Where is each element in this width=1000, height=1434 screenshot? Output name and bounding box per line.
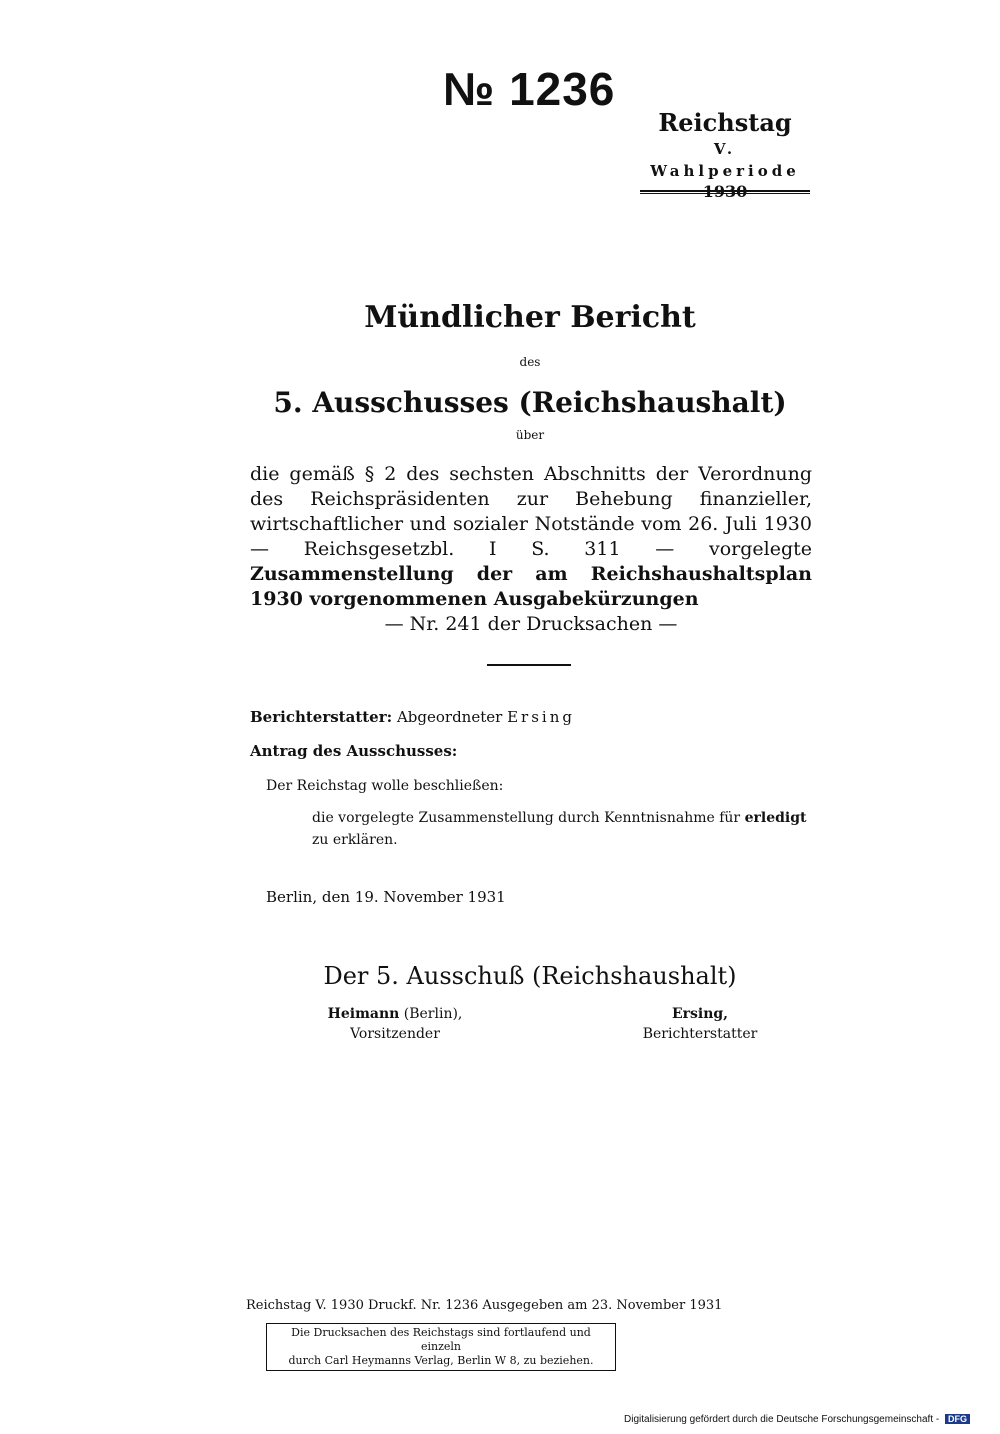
period-year: 1930: [702, 182, 748, 201]
committee-name: 5. Ausschusses (Reichshaushalt): [273, 386, 787, 419]
report-title: Mündlicher Bericht: [364, 300, 696, 335]
chair-name: Heimann: [327, 1006, 400, 1022]
antrag-text: [312, 807, 810, 851]
reporter-name: Ersing: [507, 708, 575, 726]
document-number: [443, 62, 615, 116]
reporter-signature-role: Berichterstatter: [642, 1026, 758, 1042]
reporter-line: [250, 708, 575, 726]
reporter-label: Berichterstatter:: [250, 708, 393, 726]
antrag-main: die vorgelegte Zusammenstellung durch Kenntnisnahme für: [312, 810, 741, 826]
antrag-label: Antrag des Ausschusses:: [250, 742, 458, 760]
number-sign: №: [443, 63, 496, 115]
antrag-intro: Der Reichstag wolle beschließen:: [266, 778, 504, 794]
footer-box-line1: Die Drucksachen des Reichstags sind fortlaufend und einzeln: [291, 1326, 591, 1353]
antrag-end: zu erklären.: [312, 832, 398, 848]
election-period: V. Wahlperiode: [650, 140, 800, 180]
subject-reference: — Nr. 241 der Drucksachen —: [384, 613, 678, 635]
header-rule: [640, 190, 810, 194]
section-divider: [487, 664, 571, 666]
reporter-signature-name: Ersing,: [671, 1006, 729, 1022]
digitization-note: [624, 1414, 970, 1425]
ueber-word: über: [515, 428, 545, 442]
digitization-text: Digitalisierung gefördert durch die Deutsche Forschungsgemeinschaft -: [624, 1414, 940, 1425]
chair-place: (Berlin),: [403, 1006, 463, 1022]
date-line: Berlin, den 19. November 1931: [266, 888, 506, 906]
footer-box: [266, 1323, 616, 1371]
report-subject: [250, 462, 812, 637]
signature-left: [310, 1004, 480, 1044]
subject-text: die gemäß § 2 des sechsten Abschnitts der Verordnung des Reichspräsidenten zur Behebung finanzieller, wirtschaftlicher und sozialer Notstände vom 26. Juli 1930 — Reichsgesetzbl. I S. 311 — vorgelegte: [250, 463, 812, 560]
footer-line: Reichstag V. 1930 Druckf. Nr. 1236 Ausgegeben am 23. November 1931: [246, 1298, 723, 1313]
reporter-prefix: Abgeordneter: [396, 708, 503, 726]
document-number-value: 1236: [509, 63, 616, 115]
dfg-logo: DFG: [945, 1414, 970, 1424]
footer-box-line2: durch Carl Heymanns Verlag, Berlin W 8, zu beziehen.: [288, 1354, 594, 1367]
antrag-bold: erledigt: [744, 810, 807, 826]
header-box: [640, 108, 810, 202]
chair-role: Vorsitzender: [350, 1026, 440, 1042]
signature-right: [640, 1004, 760, 1044]
signature-title: Der 5. Ausschuß (Reichshaushalt): [323, 962, 737, 990]
subject-bold: Zusammenstellung der am Reichshaushaltsplan 1930 vorgenommenen Ausgabekürzungen: [250, 563, 812, 610]
parliament-name: Reichstag: [658, 108, 792, 137]
des-word: des: [519, 355, 541, 369]
